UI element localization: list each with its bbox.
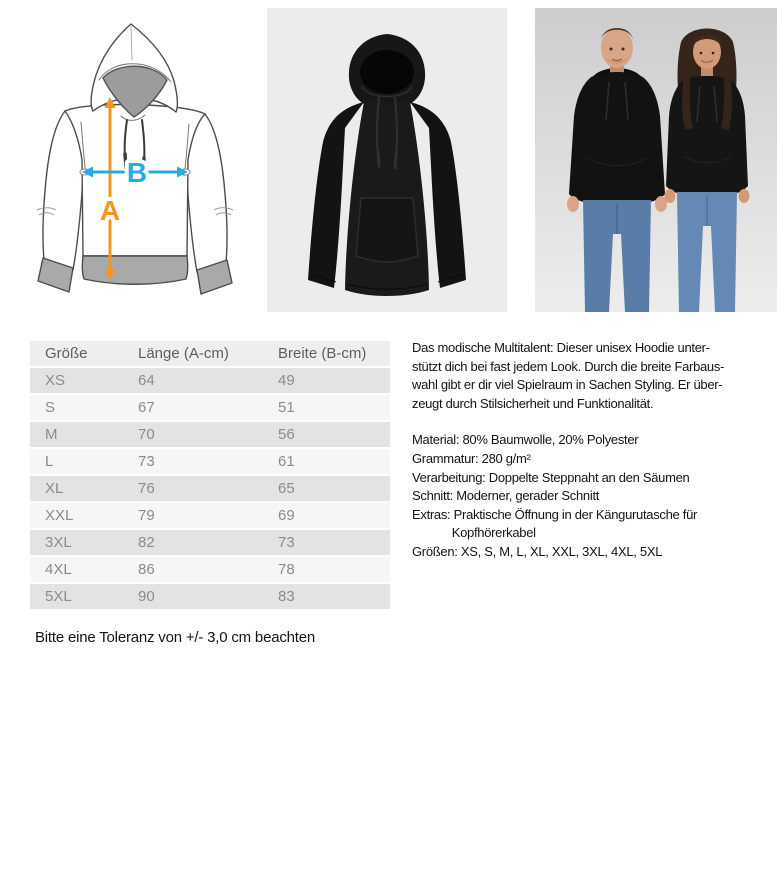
description-line: wahl gibt er dir viel Spielraum in Sachen Styling. Er über- <box>412 377 723 393</box>
measure-label-b: B <box>126 157 148 188</box>
cell-width: 56 <box>278 426 295 443</box>
cell-length: 70 <box>138 426 155 443</box>
cell-width: 78 <box>278 561 295 578</box>
cell-size: 4XL <box>45 561 72 578</box>
table-row <box>30 422 390 449</box>
measure-label-a: A <box>99 195 121 226</box>
table-row <box>30 395 390 422</box>
cell-length: 82 <box>138 534 155 551</box>
table-row <box>30 476 390 503</box>
tolerance-note: Bitte eine Toleranz von +/- 3,0 cm beachten <box>35 629 316 646</box>
cell-width: 69 <box>278 507 295 524</box>
table-row <box>30 530 390 557</box>
product-description <box>412 339 724 562</box>
table-row <box>30 368 390 395</box>
size-table-header <box>30 341 390 368</box>
spec-line: Grammatur: 280 g/m² <box>412 450 531 466</box>
header-laenge: Länge (A-cm) <box>138 345 229 362</box>
cell-size: XXL <box>45 507 74 524</box>
cell-size: L <box>45 453 54 470</box>
cell-width: 65 <box>278 480 295 497</box>
spec-line: Material: 80% Baumwolle, 20% Polyester <box>412 432 639 448</box>
header-groesse: Größe <box>45 345 88 362</box>
waistband <box>82 256 187 284</box>
description-line: Das modische Multitalent: Dieser unisex Hoodie unter- <box>412 340 710 355</box>
cell-size: 5XL <box>45 588 72 605</box>
description-line: stützt dich bei fast jedem Look. Durch die breite Farbaus- <box>412 358 725 374</box>
cell-length: 73 <box>138 453 155 470</box>
table-row <box>30 449 390 476</box>
table-row <box>30 557 390 584</box>
kangaroo-pocket <box>356 198 418 262</box>
cell-width: 51 <box>278 399 295 416</box>
models-photo <box>535 8 777 312</box>
cell-length: 90 <box>138 588 155 605</box>
cell-length: 64 <box>138 372 155 389</box>
cell-length: 76 <box>138 480 155 497</box>
spec-line: Größen: XS, S, M, L, XL, XXL, 3XL, 4XL, 5XL <box>412 543 663 559</box>
table-row <box>30 584 390 611</box>
header-breite: Breite (B-cm) <box>278 345 367 362</box>
description-line: zeugt durch Stilsicherheit und Funktionalität. <box>412 395 654 411</box>
cell-size: M <box>45 426 58 443</box>
cell-length: 67 <box>138 399 155 416</box>
size-diagram <box>25 10 245 315</box>
cell-length: 86 <box>138 561 155 578</box>
cell-width: 83 <box>278 588 295 605</box>
cell-width: 49 <box>278 372 295 389</box>
description-intro <box>412 339 724 413</box>
cell-size: 3XL <box>45 534 72 551</box>
spec-line: Schnitt: Moderner, gerader Schnitt <box>412 488 600 504</box>
cell-width: 61 <box>278 453 295 470</box>
cell-size: XL <box>45 480 64 497</box>
cell-length: 79 <box>138 507 155 524</box>
spec-line: Extras: Praktische Öffnung in der Kängurutasche für <box>412 506 698 522</box>
models-image <box>535 8 777 312</box>
description-specs <box>412 431 724 561</box>
size-table-body <box>30 368 390 611</box>
cell-width: 73 <box>278 534 295 551</box>
size-table <box>30 341 390 611</box>
cell-size: S <box>45 399 56 416</box>
cell-size: XS <box>45 372 66 389</box>
black-hoodie-image <box>267 8 507 312</box>
spec-line: Kopfhörerkabel <box>412 525 536 541</box>
product-photo <box>267 8 507 312</box>
spec-line: Verarbeitung: Doppelte Steppnaht an den Säumen <box>412 469 690 485</box>
table-row <box>30 503 390 530</box>
hoodie-sketch-image <box>25 10 245 315</box>
